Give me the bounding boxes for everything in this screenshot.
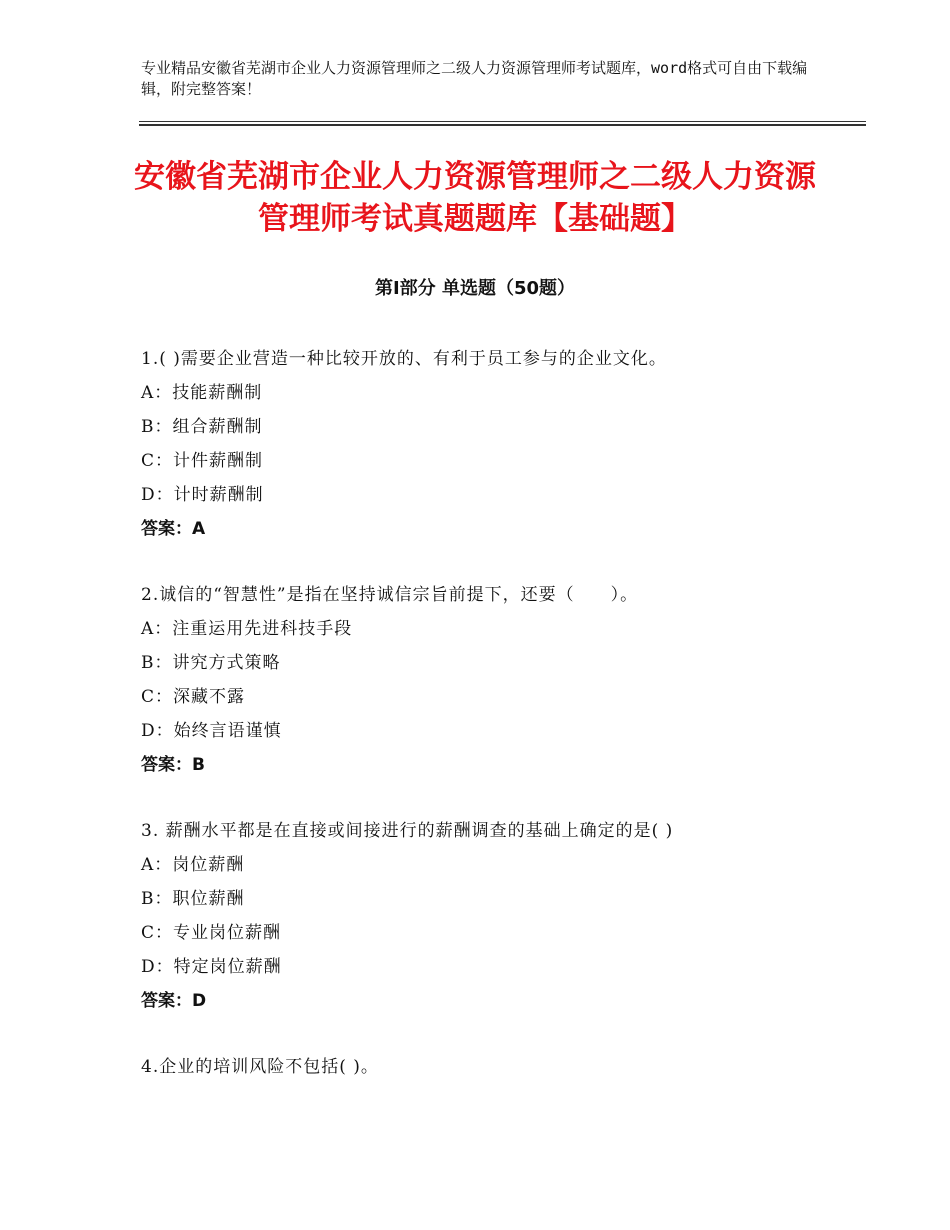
header-note: 专业精品安徽省芜湖市企业人力资源管理师之二级人力资源管理师考试题库，word格式可自由下载编辑，附完整答案！ xyxy=(141,59,808,98)
option-d: D：特定岗位薪酬 xyxy=(141,957,282,977)
question-stem: 2.诚信的“智慧性”是指在坚持诚信宗旨前提下，还要（ ）。 xyxy=(141,585,639,605)
question-stem: 1.( )需要企业营造一种比较开放的、有利于员工参与的企业文化。 xyxy=(141,349,667,369)
option-c: C：专业岗位薪酬 xyxy=(141,923,282,943)
option-b: B：职位薪酬 xyxy=(141,889,245,909)
question-stem: 3. 薪酬水平都是在直接或间接进行的薪酬调查的基础上确定的是( ) xyxy=(141,821,674,841)
option-d: D：始终言语谨慎 xyxy=(141,721,282,741)
option-b: B：讲究方式策略 xyxy=(141,653,281,673)
question-stem: 4.企业的培训风险不包括( )。 xyxy=(141,1057,379,1077)
document-title: 安徽省芜湖市企业人力资源管理师之二级人力资源管理师考试真题题库【基础题】 xyxy=(134,159,816,237)
header-divider xyxy=(139,121,866,126)
question-2 xyxy=(141,578,841,782)
option-a: A：岗位薪酬 xyxy=(141,855,245,875)
answer: 答案：A xyxy=(141,519,206,539)
question-list xyxy=(141,342,841,1116)
option-b: B：组合薪酬制 xyxy=(141,417,263,437)
question-3 xyxy=(141,814,841,1018)
answer: 答案：B xyxy=(141,755,205,775)
option-d: D：计时薪酬制 xyxy=(141,485,264,505)
option-c: C：计件薪酬制 xyxy=(141,451,264,471)
option-a: A：注重运用先进科技手段 xyxy=(141,619,353,639)
question-1 xyxy=(141,342,841,546)
option-a: A：技能薪酬制 xyxy=(141,383,263,403)
question-4 xyxy=(141,1050,841,1084)
section-heading: 第Ⅰ部分 单选题（50题） xyxy=(374,278,575,299)
answer: 答案：D xyxy=(141,991,207,1011)
option-c: C：深藏不露 xyxy=(141,687,246,707)
